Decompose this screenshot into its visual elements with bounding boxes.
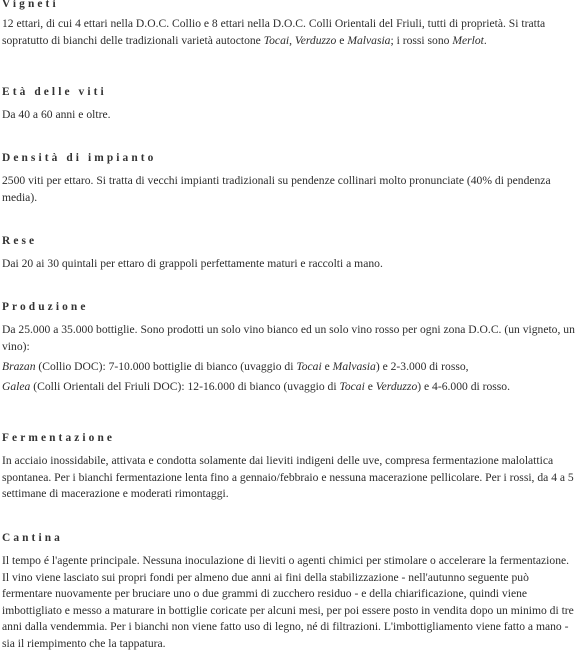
paragraph-produzione: Da 25.000 a 35.000 bottiglie. Sono prodotti un solo vino bianco ed un solo vino rosso per ogni zona D.O.C. (un vigneto, un vino): [2,323,575,353]
variety-merlot: Merlot [452,33,484,47]
line-galea: Galea (Colli Orientali del Friuli DOC): 12-16.000 di bianco (uvaggio di Tocai e Verduzzo) e 4-6.000 di rosso. [2,379,510,393]
section-cantina [2,531,578,653]
variety-tocai: Tocai [263,33,290,47]
variety-verduzzo: Verduzzo [294,33,337,47]
section-produzione [2,300,578,395]
paragraph-rese: Dai 20 ai 30 quintali per ettaro di grappoli perfettamente maturi e raccolti a mano. [2,257,383,270]
line-brazan: Brazan (Collio DOC): 7-10.000 bottiglie di bianco (uvaggio di Tocai e Malvasia) e 2-3.000 di rosso, [2,360,469,374]
section-title-densita: Densità di impianto [2,152,157,164]
section-vigneti [2,0,578,49]
variety-malvasia: Malvasia [347,33,391,47]
paragraph-fermentazione: In acciaio inossidabile, attivata e condotta solamente dai lieviti indigeni delle uve, compresa fermentazione malolattica spontanea. Per i bianchi fermentazione lenta fino a gennaio/febbraio e nessuna macerazione pellicolare. Per i rossi, da 4 a 5 settimane di macerazione e moderati rimontaggi. [2,454,574,501]
section-rese [2,234,578,273]
section-title-rese: Rese [2,235,38,247]
section-title-fermentazione: Fermentazione [2,432,116,444]
section-title-produzione: Produzione [2,301,89,313]
section-title-cantina: Cantina [2,532,63,544]
wine-galea: Galea [2,379,31,393]
paragraph-cantina: Il tempo é l'agente principale. Nessuna inoculazione di lieviti o agenti chimici per stimolare o accelerare la fermentazione. Il vino viene lasciato sui propri fondi per almeno due anni ai fini della stabilizzazione - nell'autunno seguente può fermentare nuovamente per bruciare uno o due grammi di zucchero residuo - e della chiarificazione, quindi viene imbottigliato e messo a maturare in bottiglie coricate per alcuni mesi, per poi essere posto in vendita dopo un minimo di tre anni dalla vendemmia. Per i bianchi non viene fatto uso di legno, né di filtrazioni. L'imbottigliamento viene fatto a mano - sia il riempimento che la tappatura. [2,554,574,650]
paragraph-eta: Da 40 a 60 anni e oltre. [2,108,111,121]
paragraph-densita: 2500 viti per ettaro. Si tratta di vecchi impianti tradizionali su pendenze collinari molto pronunciate (40% di pendenza media). [2,174,551,204]
wine-brazan: Brazan [2,360,36,374]
section-fermentazione [2,431,578,503]
paragraph-vigneti: 12 ettari, di cui 4 ettari nella D.O.C. Collio e 8 ettari nella D.O.C. Colli Orientali del Friuli, tutti di proprietà. Si tratta sopratutto di bianchi delle tradizionali varietà autoctone Tocai, Verduzzo e Malvasia; i rossi sono Merlot. [2,17,546,47]
section-eta [2,85,578,124]
section-densita [2,151,578,206]
section-title-vigneti: Vigneti [2,0,59,10]
section-title-eta: Età delle viti [2,86,107,98]
